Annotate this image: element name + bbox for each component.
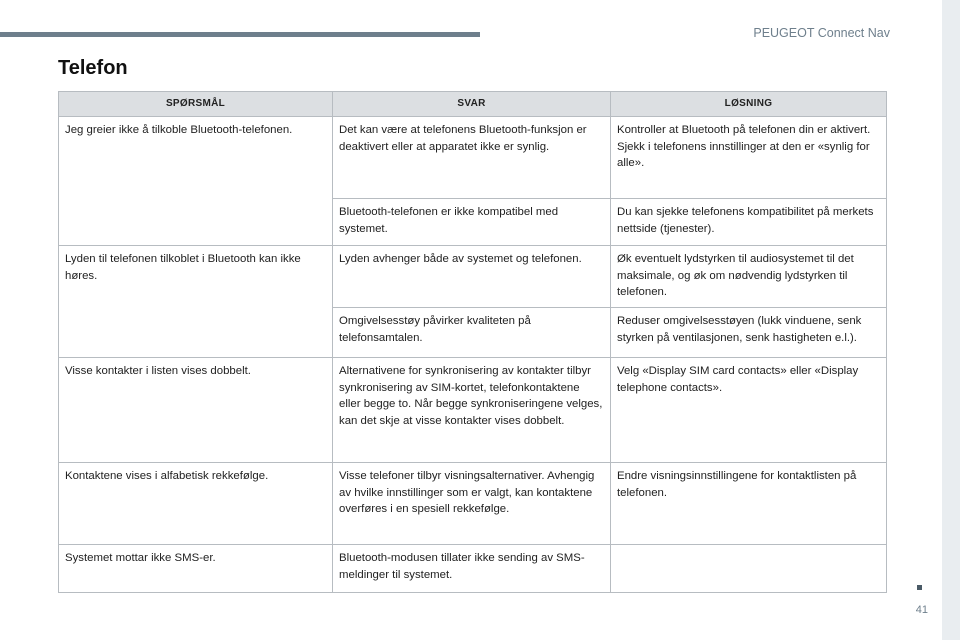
side-bullet-icon <box>917 585 922 590</box>
question-cell: Lyden til telefonen tilkoblet i Bluetooth kan ikke høres. <box>59 246 333 358</box>
table-row <box>59 246 887 308</box>
question-cell: Jeg greier ikke å tilkoble Bluetooth-telefonen. <box>59 117 333 246</box>
answer-cell: Lyden avhenger både av systemet og telefonen. <box>333 246 611 308</box>
column-header-answer: SVAR <box>333 92 611 117</box>
solution-cell: Velg «Display SIM card contacts» eller «Display telephone contacts». <box>611 358 887 463</box>
question-cell: Kontaktene vises i alfabetisk rekkefølge. <box>59 463 333 545</box>
page-number: 41 <box>915 604 928 616</box>
answer-cell: Det kan være at telefonens Bluetooth-funksjon er deaktivert eller at apparatet ikke er synlig. <box>333 117 611 199</box>
solution-cell <box>611 545 887 593</box>
column-header-solution: LØSNING <box>611 92 887 117</box>
table-row <box>59 358 887 463</box>
solution-cell: Reduser omgivelsesstøyen (lukk vinduene, senk styrken på ventilasjonen, senk hastigheten e.l.). <box>611 308 887 358</box>
table-row <box>59 117 887 199</box>
faq-table <box>58 91 887 593</box>
solution-cell: Endre visningsinnstillingene for kontaktlisten på telefonen. <box>611 463 887 545</box>
brand-label: PEUGEOT Connect Nav <box>753 26 890 40</box>
solution-cell: Øk eventuelt lydstyrken til audiosystemet til det maksimale, og øk om nødvendig lydstyrken til telefonen. <box>611 246 887 308</box>
solution-cell: Du kan sjekke telefonens kompatibilitet på merkets nettside (tjenester). <box>611 199 887 246</box>
table-header-row <box>59 92 887 117</box>
answer-cell: Omgivelsesstøy påvirker kvaliteten på telefonsamtalen. <box>333 308 611 358</box>
answer-cell: Bluetooth-modusen tillater ikke sending av SMS-meldinger til systemet. <box>333 545 611 593</box>
question-cell: Visse kontakter i listen vises dobbelt. <box>59 358 333 463</box>
header-rule <box>0 32 480 37</box>
table-row <box>59 545 887 593</box>
column-header-question: SPØRSMÅL <box>59 92 333 117</box>
answer-cell: Bluetooth-telefonen er ikke kompatibel med systemet. <box>333 199 611 246</box>
answer-cell: Visse telefoner tilbyr visningsalternativer. Avhengig av hvilke innstillinger som er valgt, kan kontaktene overføres i en spesiell rekkefølge. <box>333 463 611 545</box>
page-title: Telefon <box>58 57 128 79</box>
answer-cell: Alternativene for synkronisering av kontakter tilbyr synkronisering av SIM-kortet, telefonkontaktene eller begge to. Når begge synkroniseringene velges, kan det skje at visse kontakter vises dobbelt. <box>333 358 611 463</box>
side-strip <box>942 0 960 640</box>
table-row <box>59 463 887 545</box>
solution-cell: Kontroller at Bluetooth på telefonen din er aktivert. Sjekk i telefonens innstillinger at den er «synlig for alle». <box>611 117 887 199</box>
question-cell: Systemet mottar ikke SMS-er. <box>59 545 333 593</box>
